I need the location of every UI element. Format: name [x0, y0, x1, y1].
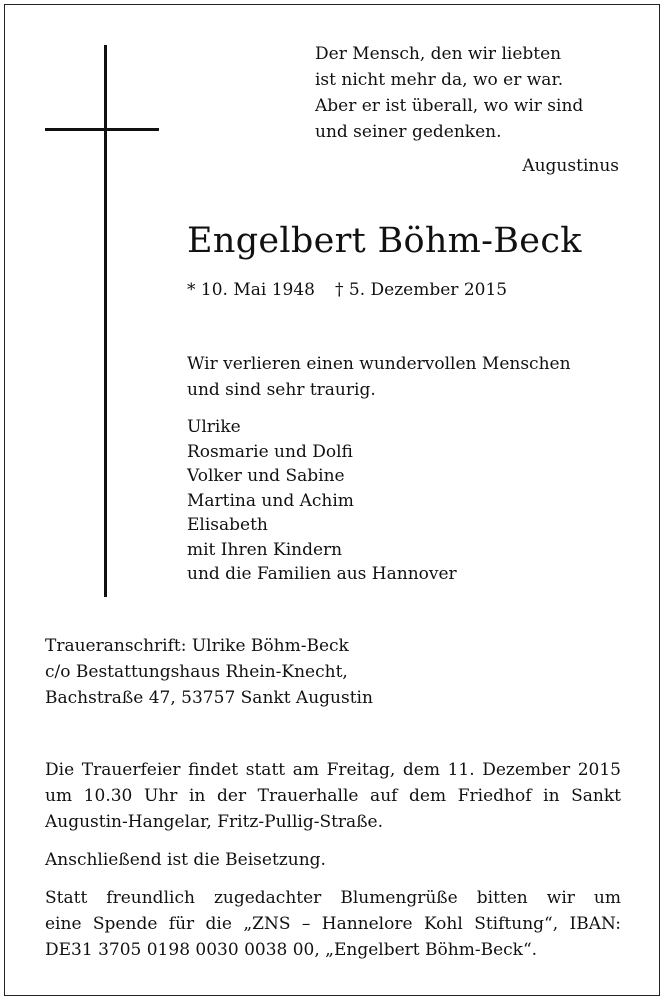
poem-line: Der Mensch, den wir liebten	[315, 44, 562, 64]
poem-line: und seiner gedenken.	[315, 122, 502, 142]
address-line: Bachstraße 47, 53757 Sankt Augustin	[45, 688, 373, 708]
mourner-item: mit Ihren Kindern	[187, 539, 343, 560]
ceremony-line: um 10.30 Uhr in der Trauerhalle auf dem Friedhof in Sankt	[45, 786, 621, 806]
poem-line: Aber er ist überall, wo wir sind	[315, 96, 584, 116]
mourner-item: Ulrike	[187, 417, 241, 437]
death-date: † 5. Dezember 2015	[335, 280, 508, 300]
lament-line: und sind sehr traurig.	[187, 380, 376, 400]
cross-horizontal-bar	[45, 128, 159, 131]
ceremony-line: Die Trauerfeier findet statt am Freitag, dem 11. Dezember 2015	[45, 760, 621, 780]
address-line: Traueranschrift: Ulrike Böhm-Beck	[45, 636, 349, 656]
mourner-item: Martina und Achim	[187, 490, 354, 511]
donation-request	[45, 885, 621, 963]
poem-line: ist nicht mehr da, wo er war.	[315, 70, 564, 90]
poem	[315, 41, 645, 145]
address-line: c/o Bestattungshaus Rhein-Knecht,	[45, 662, 348, 682]
mourning-address	[45, 633, 373, 711]
mourner-item: und die Familien aus Hannover	[187, 564, 457, 584]
mourners-list	[187, 415, 457, 587]
deceased-name: Engelbert Böhm-Beck	[187, 221, 582, 261]
mourner-item: Rosmarie und Dolfi	[187, 441, 353, 462]
mourner-item: Elisabeth	[187, 515, 268, 535]
life-dates	[187, 277, 507, 303]
lament-text	[187, 351, 571, 403]
donation-line: eine Spende für die „ZNS – Hannelore Kohl Stiftung“, IBAN:	[45, 914, 621, 934]
lament-line: Wir verlieren einen wundervollen Menschen	[187, 354, 571, 374]
birth-date: * 10. Mai 1948	[187, 280, 315, 300]
obituary-notice	[4, 4, 660, 996]
donation-line: DE31 3705 0198 0030 0038 00, „Engelbert Böhm-Beck“.	[45, 940, 538, 960]
ceremony-info	[45, 757, 621, 835]
donation-line: Statt freundlich zugedachter Blumengrüße bitten wir um	[45, 888, 621, 908]
mourner-item: Volker und Sabine	[187, 466, 345, 486]
ceremony-line: Augustin-Hangelar, Fritz-Pullig-Straße.	[45, 812, 384, 832]
burial-info: Anschließend ist die Beisetzung.	[45, 850, 326, 870]
poem-author: Augustinus	[522, 156, 619, 176]
